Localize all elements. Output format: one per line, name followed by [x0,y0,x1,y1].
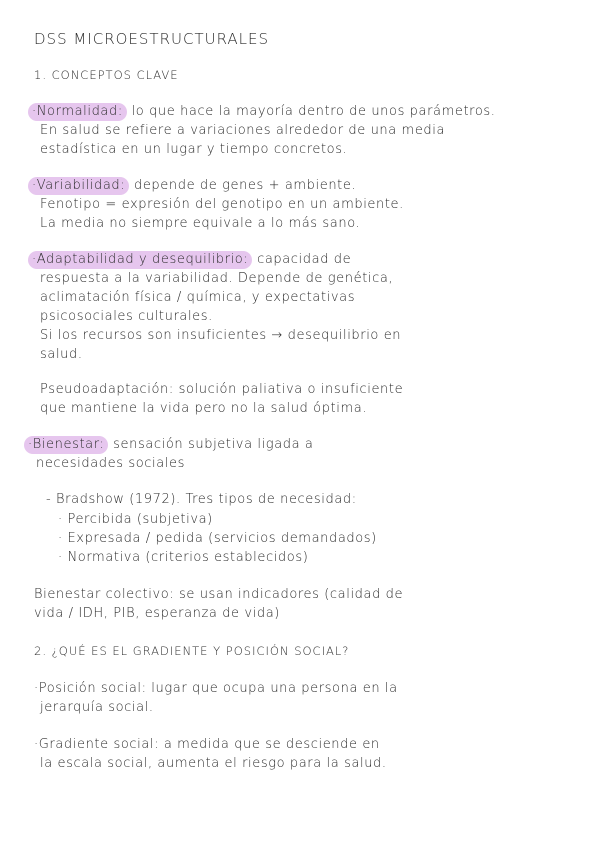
adaptabilidad-line-2: respuesta a la variabilidad. Depende de genética, [40,271,394,286]
bienestar-text: sensación subjetiva ligada a [113,437,314,452]
bienestar-line-2: necesidades sociales [36,456,185,471]
variabilidad-line-3: La media no siempre equivale a lo más sano. [40,216,361,231]
normalidad-term: ·Normalidad: [28,103,127,121]
adaptabilidad-text: capacidad de [257,252,352,267]
normalidad-line-1 [28,104,495,119]
normalidad-line-2: En salud se refiere a variaciones alrededor de una media [40,123,446,138]
posicion-line-2: jerarquía social. [40,700,154,715]
page-title: DSS MICROESTRUCTURALES [34,30,270,48]
bradshow-intro: - Bradshow (1972). Tres tipos de necesidad: [46,492,357,507]
adaptabilidad-line-1 [28,252,351,267]
bradshow-item-1: · Percibida (subjetiva) [58,512,213,527]
gradiente-line-1: ·Gradiente social: a medida que se desciende en [34,737,380,752]
bradshow-item-3: · Normativa (criterios establecidos) [58,550,309,565]
bienestar-term: ·Bienestar: [24,436,108,454]
adaptabilidad-line-5: Si los recursos son insuficientes → desequilibrio en [40,328,402,343]
bradshow-item-2: · Expresada / pedida (servicios demandados) [58,531,377,546]
gradiente-line-2: la escala social, aumenta el riesgo para la salud. [40,756,387,771]
bienestar-line-1 [24,437,314,452]
adaptabilidad-term: ·Adaptabilidad y desequilibrio: [28,251,252,269]
section-1-heading: 1. CONCEPTOS CLAVE [34,68,179,82]
pseudoadaptacion-line-2: que mantiene la vida pero no la salud óptima. [40,401,368,416]
normalidad-line-3: estadística en un lugar y tiempo concretos. [40,142,348,157]
variabilidad-term: ·Variabilidad: [28,177,129,195]
variabilidad-line-2: Fenotipo = expresión del genotipo en un ambiente. [40,197,404,212]
section-2-heading: 2. ¿QUÉ ES EL GRADIENTE Y POSICIÓN SOCIAL? [34,644,350,658]
bienestar-colectivo-line-2: vida / IDH, PIB, esperanza de vida) [34,606,280,621]
adaptabilidad-line-4: psicosociales culturales. [40,309,213,324]
adaptabilidad-line-3: aclimatación física / química, y expectativas [40,290,356,305]
posicion-line-1: ·Posición social: lugar que ocupa una persona en la [34,681,398,696]
bienestar-colectivo-line-1: Bienestar colectivo: se usan indicadores (calidad de [34,587,404,602]
variabilidad-line-1 [28,178,356,193]
variabilidad-text: depende de genes + ambiente. [133,178,357,193]
adaptabilidad-line-6: salud. [40,347,83,362]
pseudoadaptacion-line-1: Pseudoadaptación: solución paliativa o insuficiente [40,382,404,397]
normalidad-text: lo que hace la mayoría dentro de unos parámetros. [131,104,496,119]
